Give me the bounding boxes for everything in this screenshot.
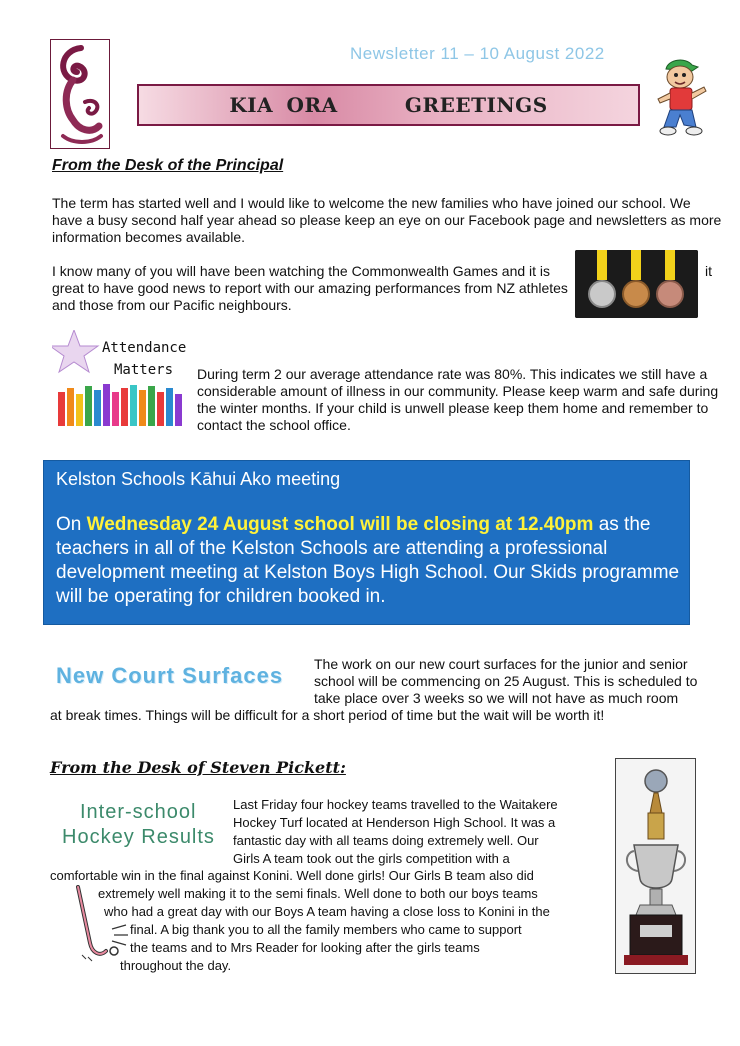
hockey-line: Last Friday four hockey teams travelled to the Waitakere [233, 797, 558, 812]
school-logo [50, 39, 110, 149]
notice-body [56, 513, 686, 609]
attendance-paragraph: During term 2 our average attendance rate was 80%. This indicates we still have a considerable amount of illness in our community. Please keep warm and safe during the winter months. If your child is unwell please keep them home and remember to contact the school office. [197, 366, 719, 433]
hockey-line: Girls A team took out the girls competition with a [233, 851, 510, 866]
kid-mascot-icon [652, 55, 714, 141]
court-paragraph-part1: The work on our new court surfaces for the junior and senior school will be commencing on 25 August. This is scheduled to take place over 3 weeks so we will not have as much room [314, 656, 698, 706]
medals-icon [575, 250, 698, 318]
principal-heading: From the Desk of the Principal [52, 157, 284, 174]
principal-paragraph-2: I know many of you will have been watching the Commonwealth Games and it is great to have good news to report with our amazing performances from NZ athletes and those from our Pacific neighbours. [52, 263, 568, 313]
hockey-stick-icon [70, 885, 132, 965]
hockey-line: final. A big thank you to all the family members who came to support [130, 922, 522, 937]
newsletter-title: Newsletter 11 – 10 August 2022 [350, 44, 605, 63]
hockey-line: extremely well making it to the semi finals. Well done to both our boys teams [98, 886, 538, 901]
hockey-title-line2: Hockey Results [62, 826, 215, 848]
meeting-notice-box [43, 460, 690, 625]
notice-body-suffix: as the teachers in all of the Kelston Schools are attending a professional development meeting at Kelston Boys High School. Our Skids programme will be operating for children booked in. [56, 514, 680, 607]
medals-photo [575, 250, 698, 318]
court-paragraph-part2: at break times. Things will be difficult for a short period of time but the wait will be worth it! [50, 707, 605, 723]
greeting-banner [137, 84, 640, 126]
hockey-title-line1: Inter-school [80, 801, 197, 823]
attendance-title: Attendance [102, 340, 187, 356]
hockey-line: Hockey Turf located at Henderson High School. It was a [233, 815, 556, 830]
hockey-stick-illustration [70, 885, 132, 965]
steven-heading: From the Desk of Steven Pickett: [50, 758, 346, 777]
hockey-line: fantastic day with all teams doing extremely well. Our [233, 833, 539, 848]
hockey-line: throughout the day. [120, 958, 232, 973]
notice-body-prefix: On [56, 514, 87, 535]
court-surfaces-title: New Court Surfaces [56, 663, 284, 688]
mascot-illustration [652, 55, 714, 141]
hockey-line: comfortable win in the final against Konini. Well done girls! Our Girls B team also did [50, 868, 534, 883]
notice-heading: Kelston Schools Kāhui Ako meeting [56, 469, 341, 489]
attendance-subtitle: Matters [114, 362, 174, 378]
principal-paragraph-1: The term has started well and I would like to welcome the new families who have joined our school. We have a busy second half year ahead so please keep an eye on our Facebook page and newsletters as more information becomes available. [52, 195, 722, 245]
banner-text: KIA ORA GREETINGS [229, 93, 548, 117]
paragraph-trailing-word: it [705, 263, 712, 279]
notice-highlight: Wednesday 24 August school will be closing at 12.40pm [86, 514, 594, 535]
trophy-photo [615, 758, 696, 974]
hockey-line: the teams and to Mrs Reader for looking after the girls teams [130, 940, 480, 955]
koru-logo-icon [51, 40, 109, 148]
trophy-icon [616, 759, 695, 973]
hockey-line: who had a great day with our Boys A team having a close loss to Konini in the [104, 904, 550, 919]
